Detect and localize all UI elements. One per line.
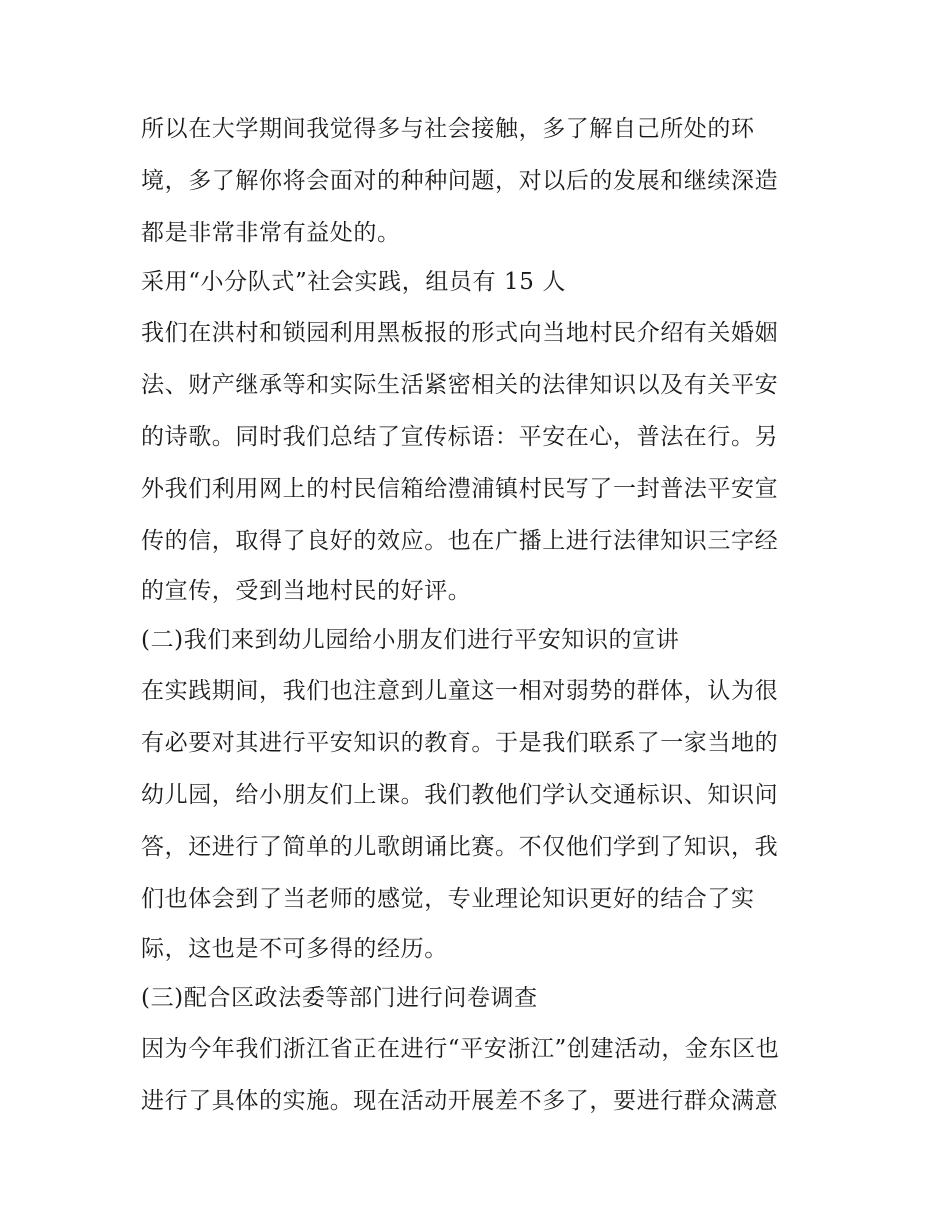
section-line: 采用“小分队式”社会实践，组员有 15 人 bbox=[141, 269, 567, 295]
paragraph-line: 境，多了解你将会面对的种种问题，对以后的发展和继续深造 bbox=[141, 168, 779, 194]
section-heading: (二)我们来到幼儿园给小朋友们进行平安知识的宣讲 bbox=[141, 627, 680, 653]
paragraph-line: 所以在大学期间我觉得多与社会接触，多了解自己所处的环 bbox=[141, 116, 755, 142]
paragraph-line: 进行了具体的实施。现在活动开展差不多了，要进行群众满意 bbox=[141, 1088, 779, 1114]
paragraph-line: 幼儿园，给小朋友们上课。我们教他们学认交通标识、知识问 bbox=[141, 782, 779, 808]
paragraph-line: 际，这也是不可多得的经历。 bbox=[141, 936, 448, 962]
paragraph-line: 我们在洪村和锁园利用黑板报的形式向当地村民介绍有关婚姻 bbox=[141, 320, 779, 346]
paragraph-line: 传的信，取得了良好的效应。也在广播上进行法律知识三字经 bbox=[141, 528, 779, 554]
paragraph-line: 有必要对其进行平安知识的教育。于是我们联系了一家当地的 bbox=[141, 730, 779, 756]
paragraph-line: 外我们利用网上的村民信箱给澧浦镇村民写了一封普法平安宣 bbox=[141, 476, 779, 502]
paragraph-line: 的诗歌。同时我们总结了宣传标语：平安在心，普法在行。另 bbox=[141, 424, 779, 450]
paragraph-line: 在实践期间，我们也注意到儿童这一相对弱势的群体，认为很 bbox=[141, 678, 779, 704]
paragraph-line: 答，还进行了简单的儿歌朗诵比赛。不仅他们学到了知识，我 bbox=[141, 834, 779, 860]
paragraph-line: 因为今年我们浙江省正在进行“平安浙江”创建活动，金东区也 bbox=[141, 1036, 780, 1062]
paragraph-line: 们也体会到了当老师的感觉，专业理论知识更好的结合了实 bbox=[141, 886, 755, 912]
paragraph-line: 法、财产继承等和实际生活紧密相关的法律知识以及有关平安 bbox=[141, 372, 779, 398]
paragraph-line: 的宣传，受到当地村民的好评。 bbox=[141, 578, 472, 604]
section-heading: (三)配合区政法委等部门进行问卷调查 bbox=[141, 985, 538, 1011]
paragraph-line: 都是非常非常有益处的。 bbox=[141, 220, 401, 246]
